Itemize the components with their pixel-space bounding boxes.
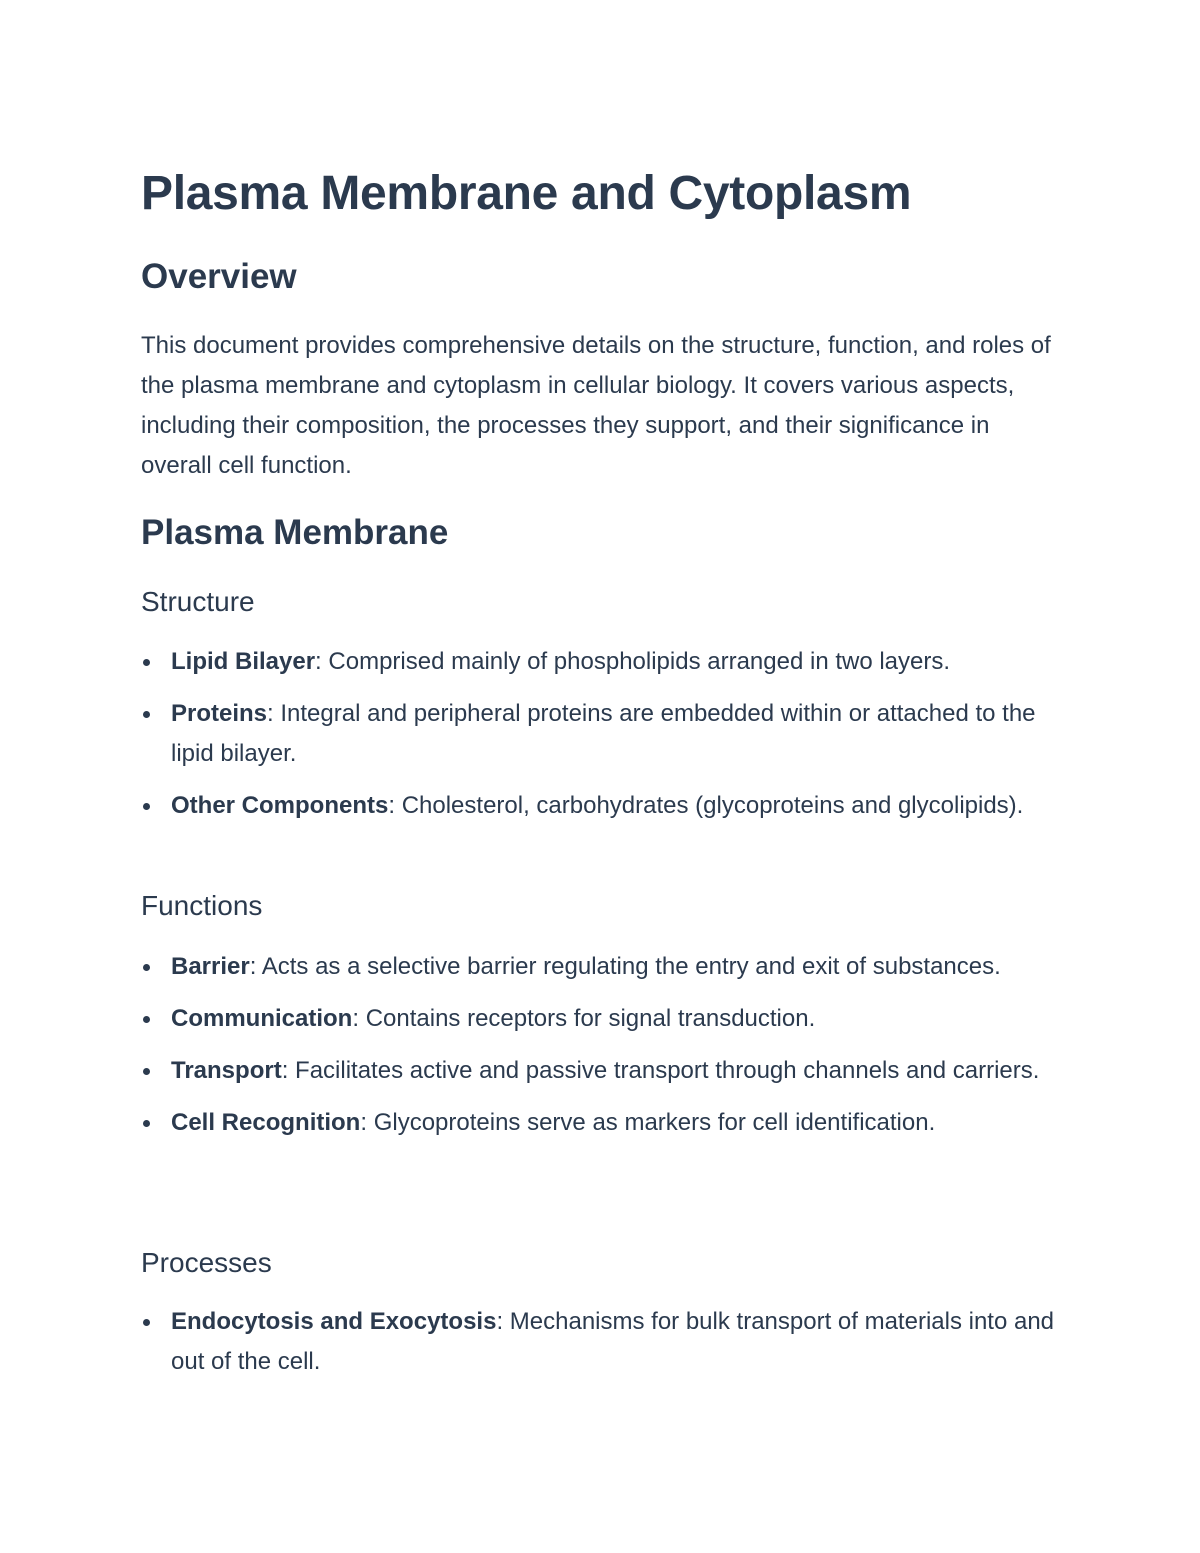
list-item: Lipid Bilayer: Comprised mainly of phospholipids arranged in two layers. [141, 642, 1071, 682]
list-item: Barrier: Acts as a selective barrier regulating the entry and exit of substances. [141, 947, 1071, 987]
list-item: Other Components: Cholesterol, carbohydrates (glycoproteins and glycolipids). [141, 786, 1071, 826]
page-title: Plasma Membrane and Cytoplasm [141, 167, 912, 220]
plasma-membrane-heading: Plasma Membrane [141, 513, 449, 552]
list-item-term: Lipid Bilayer [171, 648, 316, 675]
list-item-desc: Comprised mainly of phospholipids arranged in two layers. [328, 648, 951, 675]
list-item: Transport: Facilitates active and passive transport through channels and carriers. [141, 1051, 1071, 1091]
processes-list [141, 1302, 1071, 1394]
list-item-desc: Mechanisms for bulk transport of materials into and out of the cell. [171, 1308, 1055, 1375]
overview-paragraph: This document provides comprehensive details on the structure, function, and roles of the plasma membrane and cytoplasm in cellular biology. It covers various aspects, including their composition, the processes they support, and their significance in overall cell function. [141, 332, 1051, 479]
list-item: Endocytosis and Exocytosis: Mechanisms for bulk transport of materials into and out of the cell. [141, 1302, 1071, 1382]
list-item-desc: Integral and peripheral proteins are embedded within or attached to the lipid bilayer. [171, 700, 1036, 767]
list-item-term: Barrier [171, 953, 250, 980]
list-item-desc: Glycoproteins serve as markers for cell identification. [373, 1109, 936, 1136]
structure-list [141, 642, 1071, 838]
functions-list [141, 947, 1071, 1155]
processes-heading: Processes [141, 1247, 272, 1278]
list-item: Proteins: Integral and peripheral proteins are embedded within or attached to the lipid bilayer. [141, 694, 1071, 774]
list-item-term: Endocytosis and Exocytosis [171, 1308, 497, 1335]
list-item: Communication: Contains receptors for signal transduction. [141, 999, 1071, 1039]
list-item-term: Transport [171, 1057, 282, 1084]
list-item-desc: Acts as a selective barrier regulating the entry and exit of substances. [261, 953, 1001, 980]
functions-heading: Functions [141, 890, 263, 921]
list-item-term: Cell Recognition [171, 1109, 361, 1136]
list-item-term: Other Components [171, 792, 389, 819]
overview-heading: Overview [141, 257, 297, 296]
list-item-term: Communication [171, 1005, 353, 1032]
list-item: Cell Recognition: Glycoproteins serve as markers for cell identification. [141, 1103, 1071, 1143]
structure-heading: Structure [141, 586, 255, 617]
list-item-term: Proteins [171, 700, 268, 727]
list-item-desc: Contains receptors for signal transduction. [365, 1005, 816, 1032]
list-item-desc: Facilitates active and passive transport through channels and carriers. [295, 1057, 1040, 1084]
list-item-desc: Cholesterol, carbohydrates (glycoproteins and glycolipids). [401, 792, 1024, 819]
